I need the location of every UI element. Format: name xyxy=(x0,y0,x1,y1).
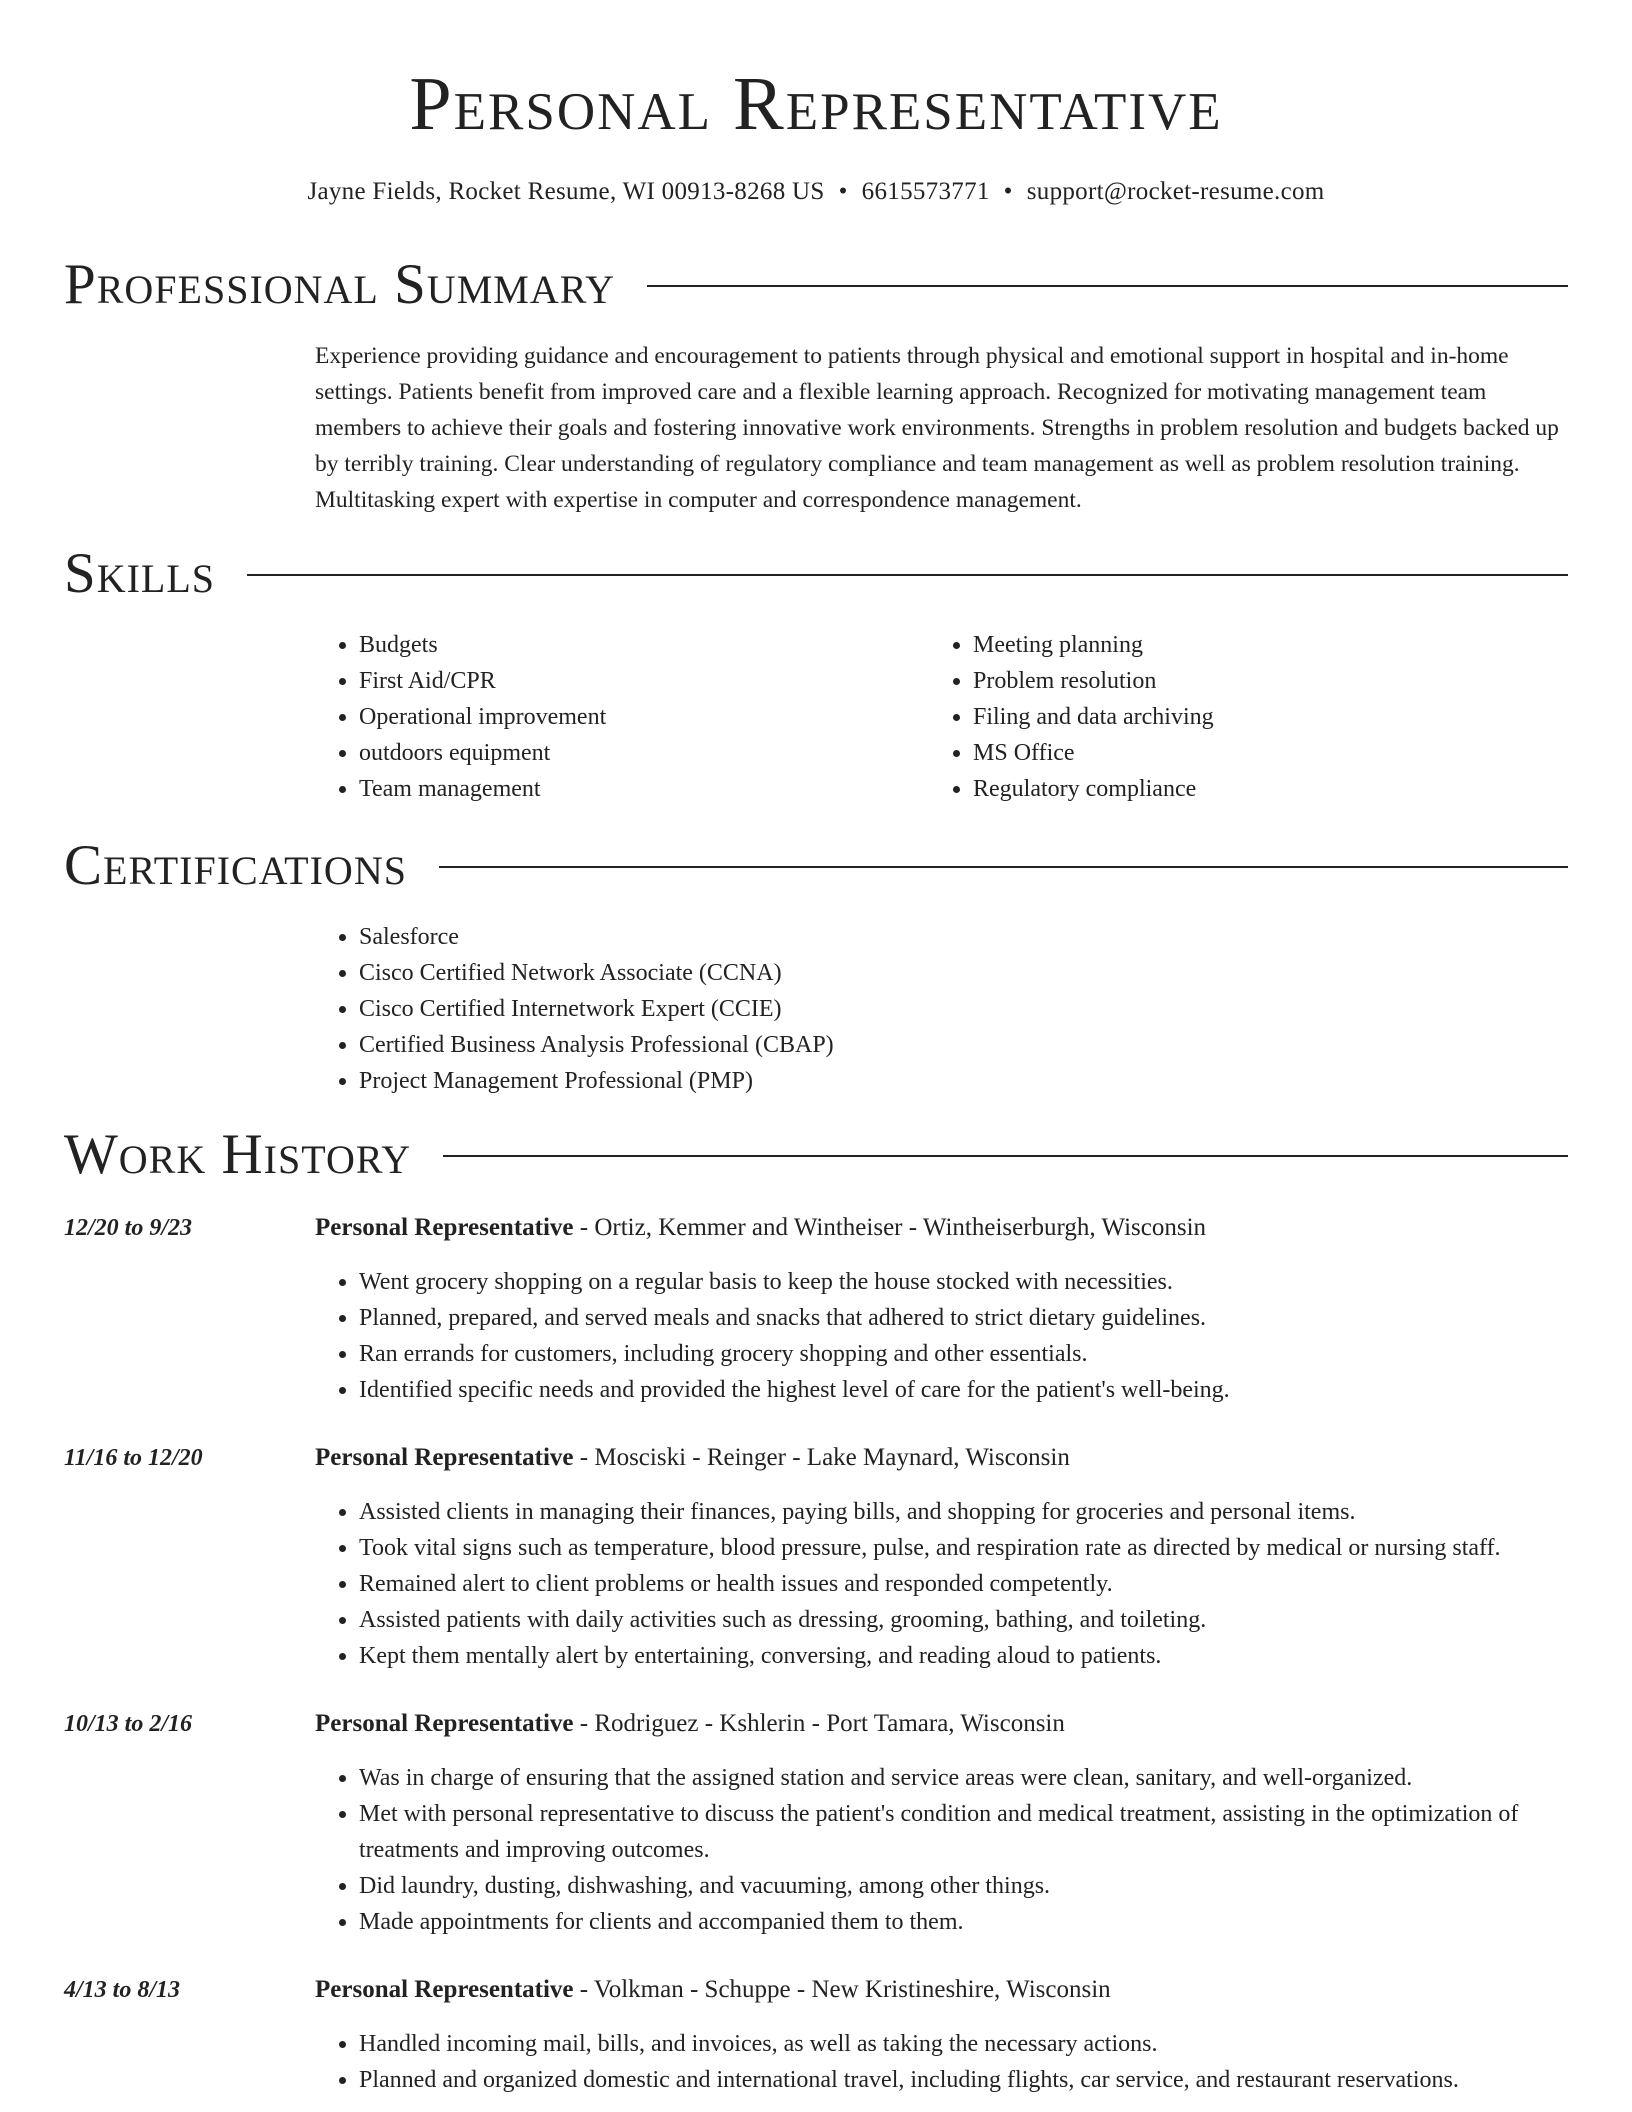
job-bullet: • Identified specific needs and provided the highest level of care for the patient's well-being. xyxy=(359,1372,1572,1408)
job-header xyxy=(315,1706,1065,1742)
certification-item: • Cisco Certified Network Associate (CCNA) xyxy=(359,955,834,991)
job-bullet: • Made appointments for clients and accompanied them to them. xyxy=(359,1904,1572,1940)
job-employer: - Volkman - Schuppe - New Kristineshire, Wisconsin xyxy=(573,1976,1111,2003)
job-title: Personal Representative xyxy=(315,1976,574,2003)
work-history-heading: Work History xyxy=(64,1123,412,1186)
skill-item: • Team management xyxy=(359,771,606,807)
skill-item: • Filing and data archiving xyxy=(973,699,1214,735)
job-bullet: • Was in charge of ensuring that the assigned station and service areas were clean, sanitary, and well-organized. xyxy=(359,1760,1572,1796)
job-bullets xyxy=(315,2026,1572,2098)
section-divider xyxy=(247,574,1568,576)
job-bullet: • Went grocery shopping on a regular basis to keep the house stocked with necessities. xyxy=(359,1264,1572,1300)
contact-separator: • xyxy=(838,178,848,205)
job-employer: - Rodriguez - Kshlerin - Port Tamara, Wisconsin xyxy=(573,1710,1065,1737)
job-bullet: • Assisted patients with daily activities such as dressing, grooming, bathing, and toileting. xyxy=(359,1602,1572,1638)
job-dates: 10/13 to 2/16 xyxy=(64,1711,193,1737)
job-bullets xyxy=(315,1760,1572,1940)
skills-column-left xyxy=(315,627,606,807)
skill-item: • MS Office xyxy=(973,735,1214,771)
certifications-heading: Certifications xyxy=(64,834,407,897)
contact-email: support@rocket-resume.com xyxy=(1026,178,1325,205)
job-bullet: • Ran errands for customers, including grocery shopping and other essentials. xyxy=(359,1336,1572,1372)
job-bullet: • Handled incoming mail, bills, and invoices, as well as taking the necessary actions. xyxy=(359,2026,1572,2062)
certifications-list xyxy=(315,919,834,1099)
job-bullet: • Remained alert to client problems or health issues and responded competently. xyxy=(359,1566,1572,1602)
certifications-section-header xyxy=(64,833,1568,899)
section-divider xyxy=(439,866,1568,868)
certification-item: • Cisco Certified Internetwork Expert (CCIE) xyxy=(359,991,834,1027)
skill-item: • Operational improvement xyxy=(359,699,606,735)
job-bullet: • Planned and organized domestic and international travel, including flights, car service, and restaurant reservations. xyxy=(359,2062,1572,2098)
job-header xyxy=(315,1972,1111,2008)
skills-section-header xyxy=(64,541,1568,607)
skill-item: • Problem resolution xyxy=(973,663,1214,699)
job-dates: 4/13 to 8/13 xyxy=(64,1977,181,2003)
job-bullet: • Took vital signs such as temperature, blood pressure, pulse, and respiration rate as directed by medical or nursing staff. xyxy=(359,1530,1572,1566)
skill-item: • Budgets xyxy=(359,627,606,663)
job-dates: 12/20 to 9/23 xyxy=(64,1215,193,1241)
contact-separator: • xyxy=(1003,178,1013,205)
job-bullet: • Kept them mentally alert by entertaining, conversing, and reading aloud to patients. xyxy=(359,1638,1572,1674)
certification-item: • Project Management Professional (PMP) xyxy=(359,1063,834,1099)
job-employer: - Mosciski - Reinger - Lake Maynard, Wisconsin xyxy=(573,1444,1070,1471)
contact-line xyxy=(0,175,1632,209)
job-title: Personal Representative xyxy=(315,1444,574,1471)
job-header xyxy=(315,1440,1070,1476)
job-title: Personal Representative xyxy=(315,1710,574,1737)
work-history-section-header xyxy=(64,1122,1568,1188)
skill-item: • First Aid/CPR xyxy=(359,663,606,699)
page-title: Personal Representative xyxy=(409,62,1223,146)
job-bullet: • Planned, prepared, and served meals and snacks that adhered to strict dietary guidelines. xyxy=(359,1300,1572,1336)
summary-text: Experience providing guidance and encouragement to patients through physical and emotional support in hospital and in-home settings. Patients benefit from improved care and a flexible learning approach. Recognized for motivating management team members to achieve their goals and fostering innovative work environments. Strengths in problem resolution and budgets backed up by terribly training. Clear understanding of regulatory compliance and team management as well as problem resolution training. Multitasking expert with expertise in computer and correspondence management. xyxy=(315,343,1559,513)
job-title: Personal Representative xyxy=(315,1214,574,1241)
certification-item: • Salesforce xyxy=(359,919,834,955)
job-bullet: • Assisted clients in managing their finances, paying bills, and shopping for groceries and personal items. xyxy=(359,1494,1572,1530)
skill-item: • Regulatory compliance xyxy=(973,771,1214,807)
section-divider xyxy=(443,1155,1568,1157)
job-employer: - Ortiz, Kemmer and Wintheiser - Wintheiserburgh, Wisconsin xyxy=(573,1214,1207,1241)
job-header xyxy=(315,1210,1206,1246)
section-divider xyxy=(647,285,1568,287)
job-bullets xyxy=(315,1494,1572,1674)
skills-column-right xyxy=(929,627,1214,807)
certification-item: • Certified Business Analysis Professional (CBAP) xyxy=(359,1027,834,1063)
summary-section-header xyxy=(64,252,1568,318)
job-bullet: • Met with personal representative to discuss the patient's condition and medical treatment, assisting in the optimization of treatments and improving outcomes. xyxy=(359,1796,1572,1868)
skill-item: • Meeting planning xyxy=(973,627,1214,663)
job-bullets xyxy=(315,1264,1572,1408)
job-bullet: • Did laundry, dusting, dishwashing, and vacuuming, among other things. xyxy=(359,1868,1572,1904)
skill-item: • outdoors equipment xyxy=(359,735,606,771)
contact-phone: 6615573771 xyxy=(861,178,990,205)
summary-heading: Professional Summary xyxy=(64,253,616,316)
skills-heading: Skills xyxy=(64,542,216,605)
contact-address: Jayne Fields, Rocket Resume, WI 00913-8268 US xyxy=(307,178,825,205)
job-dates: 11/16 to 12/20 xyxy=(64,1445,203,1471)
